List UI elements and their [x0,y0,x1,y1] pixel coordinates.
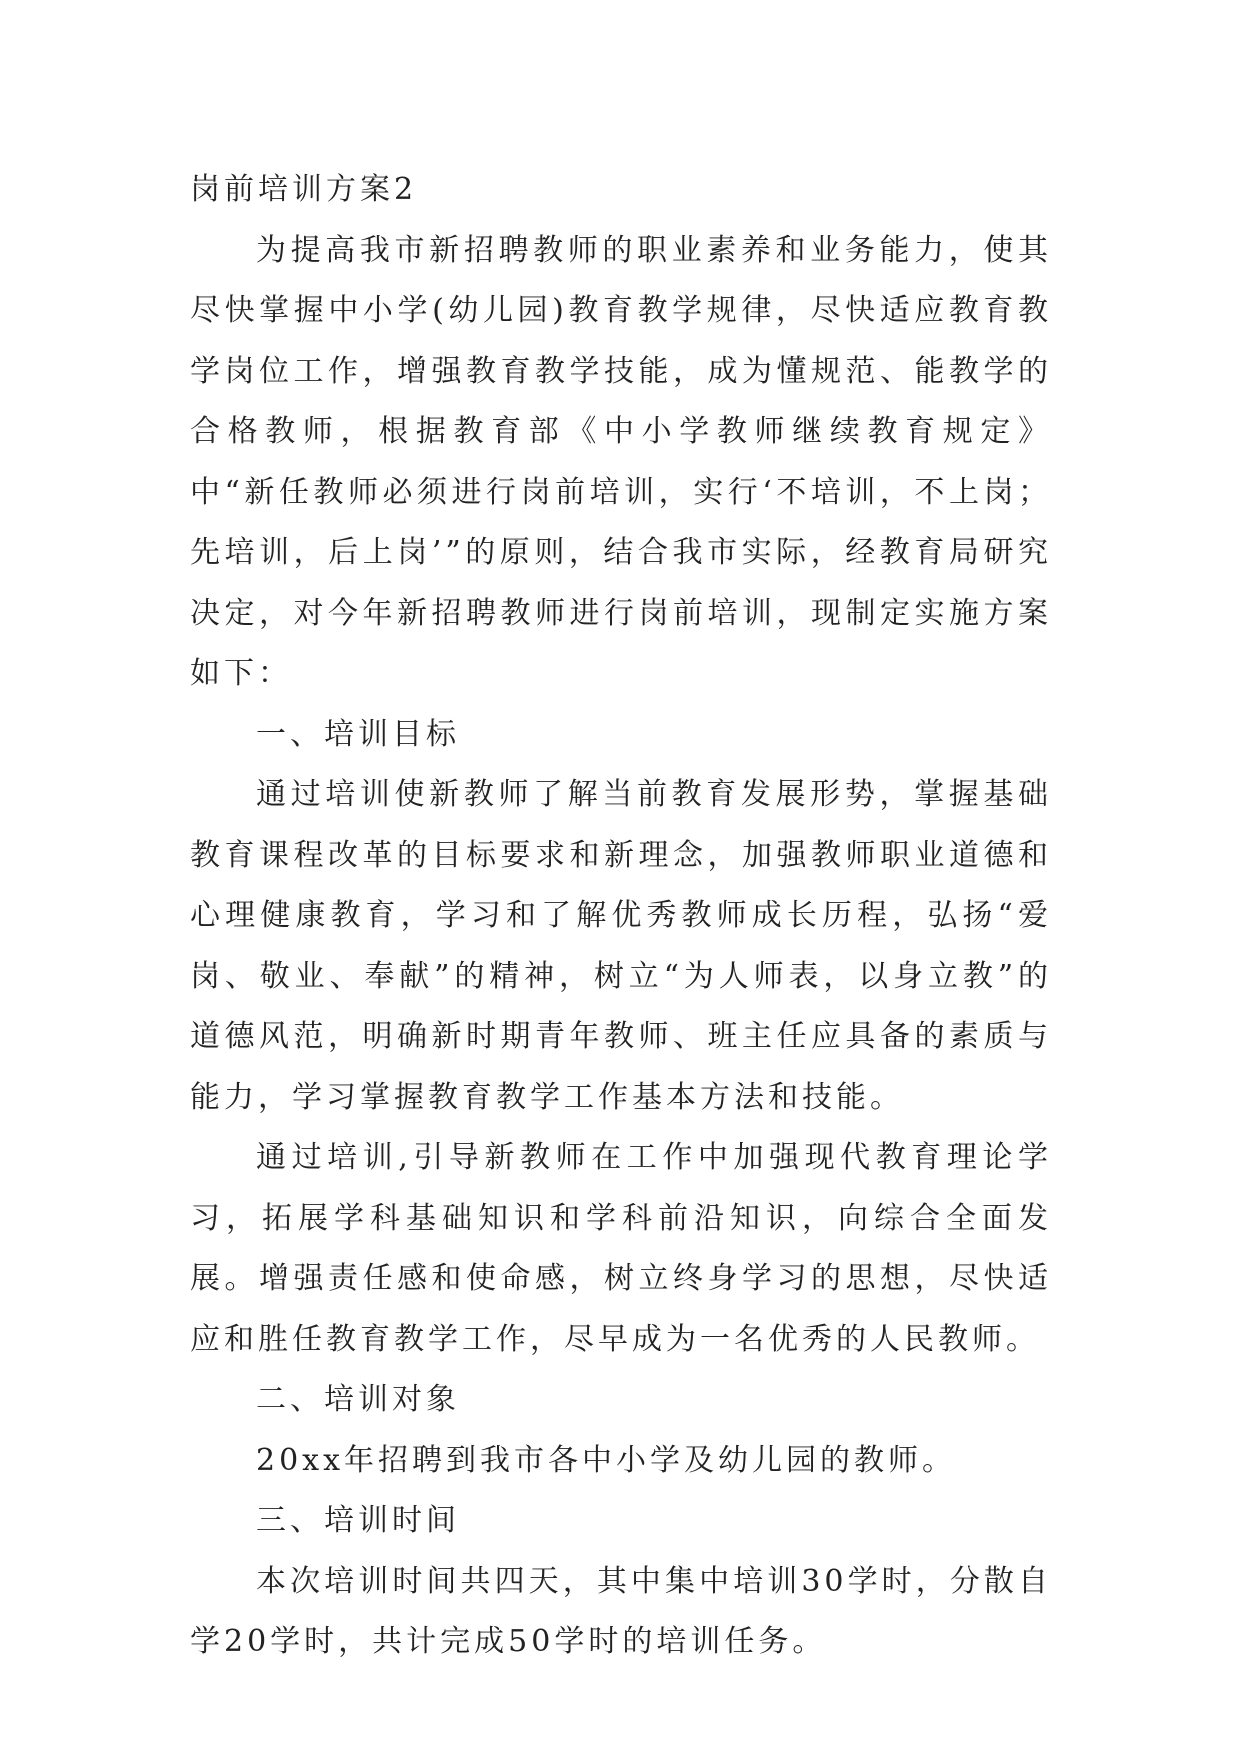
targets-paragraph: 20xx年招聘到我市各中小学及幼儿园的教师。 [256,1442,957,1478]
section-heading-targets: 二、培训对象 [256,1382,460,1417]
document-body [190,160,1052,1673]
goals-paragraph-2: 通过培训,引导新教师在工作中加强现代教育理论学习，拓展学科基础知识和学科前沿知识，向综合全面发展。增强责任感和使命感，树立终身学习的思想，尽快适应和胜任教育教学工作，尽早成为一名优秀的人民教师。 [190,1140,1052,1357]
section-heading-goals: 一、培训目标 [256,716,460,752]
section-heading-time: 三、培训时间 [256,1503,460,1538]
time-paragraph: 本次培训时间共四天，其中集中培训30学时，分散自学20学时，共计完成50学时的培训任务。 [190,1563,1052,1659]
goals-paragraph-1: 通过培训使新教师了解当前教育发展形势，掌握基础教育课程改革的目标要求和新理念，加强教师职业道德和心理健康教育，学习和了解优秀教师成长历程，弘扬“爱岗、敬业、奉献”的精神，树立“为人师表，以身立教”的道德风范，明确新时期青年教师、班主任应具备的素质与能力，学习掌握教育教学工作基本方法和技能。 [190,777,1052,1115]
intro-paragraph: 为提高我市新招聘教师的职业素养和业务能力，使其尽快掌握中小学(幼儿园)教育教学规律，尽快适应教育教学岗位工作，增强教育教学技能，成为懂规范、能教学的合格教师，根据教育部《中小学教师继续教育规定》中“新任教师必须进行岗前培训，实行‘不培训，不上岗；先培训，后上岗’”的原则，结合我市实际，经教育局研究决定，对今年新招聘教师进行岗前培训，现制定实施方案如下： [190,232,1052,691]
document-title: 岗前培训方案2 [190,172,418,207]
